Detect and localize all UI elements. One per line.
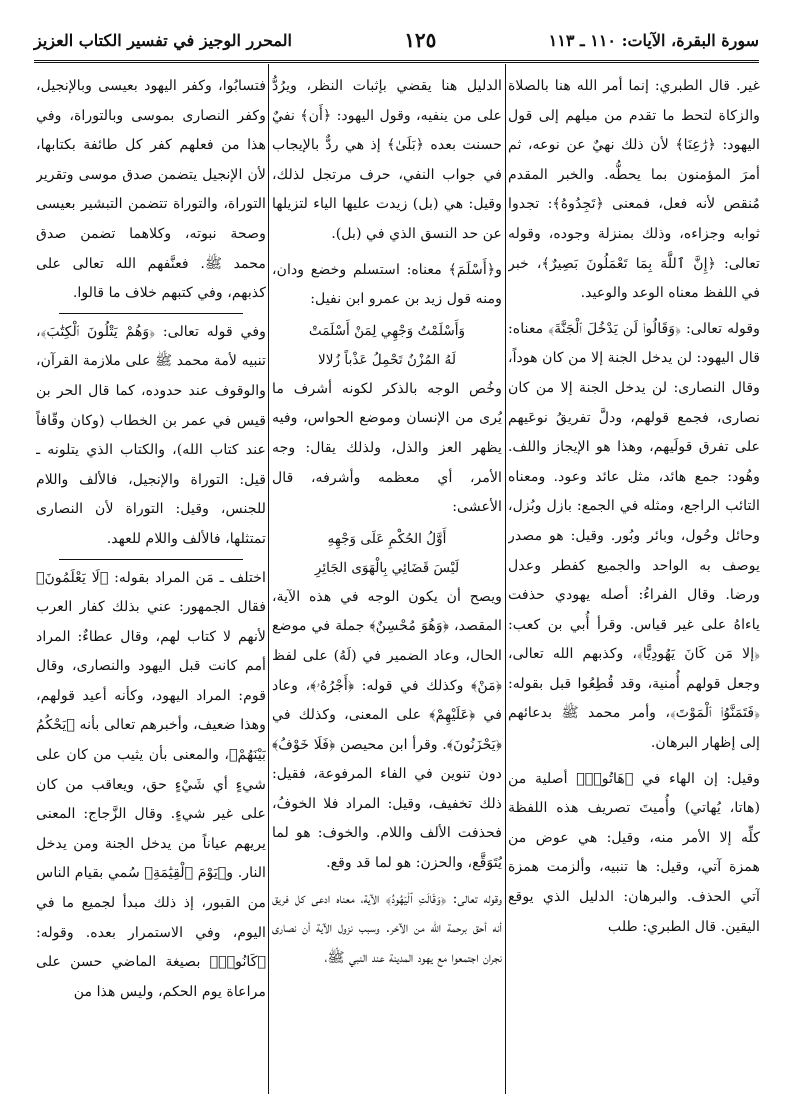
paragraph: وخُص الوجه بالذكر لكونه أشرف ما يُرى من الإنسان وموضع الحواس، وفيه يظهر العز والذل، ولذلك يقال: وجه الأمر، أي معظمه وأشرفه، قال الأعشى: — [272, 380, 502, 516]
header-rule — [34, 60, 759, 63]
paragraph: و﴿أَسْلَمَ﴾ معناه: استسلم وخضع ودان، ومنه قول زيد بن عمرو ابن نفيل: — [272, 261, 502, 308]
paragraph: فتسابُوا، وكفر اليهود بعيسى وبالإنجيل، وكفر النصارى بموسى وبالتوراة، وفي هذا من فعلهم كفر كل طائفة بكتابها، لأن الإنجيل يتضمن صدق موسى وتقرير التوراة، والتوراة تتضمن التبشير بعيسى وصحة نبوته، وكلاهما تضمن صدق محمد ﷺ. فعنَّفهم الله تعالى على كذبهم، وفي كتبهم خلاف ما قالوا. — [36, 78, 266, 302]
page-number: ١٢٥ — [404, 28, 437, 52]
surah-verses-label: سورة البقرة، الآيات: ١١٠ ـ ١١٣ — [548, 30, 759, 50]
paragraph: الدليل هنا يقضي بإثبات النظر، ويرُدُّ على من ينفيه، وقول اليهود: ﴿أَن﴾ نفيٌ حسنت بعده ﴿بَلَىٰ﴾ إذ هي ردٌّ بالإيجاب في جواب النفي، حرف مرتجل لذلك، وقيل: هي (بل) زيدت عليها الياء لتزيلها عن حد النسق الذي في (بل). — [272, 78, 502, 242]
paragraph: وقوله تعالى: ﴿وَقَالَتِ ٱلْيَهُودُ﴾ الآية، معناه ادعى كل فريق أنه أحق برحمة الله من الآخر. وسبب نزول الآية أن نصارى نجران اجتمعوا مع يهود المدينة عند النبي ﷺ، — [272, 890, 502, 966]
section-divider — [59, 559, 243, 560]
paragraph: وقوله تعالى: ﴿وَقَالُوا۟ لَن يَدْخُلَ ٱلْجَنَّةَ﴾ معناه: قال اليهود: لن يدخل الجنة إلا من كان هوداً، وقال النصارى: لن يدخل الجنة إلا من كان نصارى، فجمع قولهم، ودلَّ تفريقُ نوعَيهم على تفرق قولَيهم، وهذا هو الإيجاز واللف. وهُود: جمع هائد، مثل عائد وعود. ومعناه التائب الراجع، ومثله في الجمع: بازل وبُزل، وحائل وحُول، وبائر وبُور. وقيل: هو مصدر يوصف به الواحد والجميع كفطر وعدل ورضا. وقال الفراءُ: أصله يهودي حذفت ياءاهُ على غير قياس. وقرأ أُبي بن كعب: ﴿إلا مَن كَانَ يَهُودِيًّا﴾، وكذبهم الله تعالى، وجعل قولهم أُمنية، وقد قُطِعُوا قبل بقوله: ﴿فَتَمَنَّوُا۟ ٱلْمَوْتَ﴾، وأمر محمد ﷺ بدعائهم إلى إظهار البرهان. — [508, 320, 760, 752]
poem-verse: لَهُ المُزْنُ تَحْمِلُ عَذْباً زُلالا — [318, 351, 456, 368]
column-left — [36, 72, 266, 1082]
paragraph: غير. قال الطبري: إنما أمر الله هنا بالصلاة والزكاة لتحط ما تقدم من ميلهم إلى قول اليهود: ﴿رَٰعِنَا﴾ لأن ذلك نهيٌ عن نوعه، ثم أمرَ المؤمنون بما يحطُّه. والخبر المقدم مُنقص لأنه فعل، فمعنى ﴿تَجِدُوهُ﴾: تجدوا ثوابه وجزاءه، وذلك بمنزلة وجوده، وقوله تعالى: ﴿إِنَّ ٱللَّهَ بِمَا تَعْمَلُونَ بَصِيرٌ﴾، خبر في اللفظ معناه الوعد والوعيد. — [508, 78, 760, 302]
section-divider — [59, 313, 243, 314]
poem-verse: أَوَّلُ الحُكْمِ عَلَى وَجْهِهِ — [327, 530, 447, 547]
page-header — [34, 22, 759, 58]
column-middle — [272, 72, 502, 1082]
paragraph: اختلف ـ مَن المراد بقوله: ﴿لَا يَعْلَمُونَ﴾ فقال الجمهور: عني بذلك كفار العرب لأنهم لا كتاب لهم، وقال عطاءٌ: المراد أمم كانت قبل اليهود والنصارى، وقال قوم: المراد اليهود، وكأنه أعيد قولهم، وهذا ضعيف، وأخبرهم تعالى بأنه ﴿يَحْكُمُ بَيْنَهُمْ﴾، والمعنى بأن يثيب من كان على شيءٍ أي شَيْءٍ حق، ويعاقب من كان على غير شيءٍ. وقال الزَّجاج: المعنى يريهم عياناً من يدخل الجنة ومن يدخل النار. و﴿يَوْمَ ٱلْقِيَٰمَةِ﴾ سُمي بقيام الناس من القبور، إذ ذلك مبدأ لجميع ما في اليوم، وفي الاستمرار بعده. وقوله: ﴿كَانُوا۟﴾ بصيغة الماضي حسن على مراعاة يوم الحكم، وليس هذا من — [36, 569, 266, 1000]
book-title: المحرر الوجيز في تفسير الكتاب العزيز — [34, 30, 292, 50]
paragraph: وفي قوله تعالى: ﴿وَهُمْ يَتْلُونَ ٱلْكِتَٰبَ﴾، تنبيه لأمة محمد ﷺ على ملازمة القرآن، والوقوف عند حدوده، كما قال الحر بن قيس في عمر بن الخطاب (وكان وقّافاً عند كتاب الله)، والكتاب الذي يتلونه ـ قيل: التوراة والإنجيل، فالألف واللام للجنس، وقيل: التوراة لأن النصارى تمتثلها، فالألف واللام للعهد. — [36, 323, 266, 547]
paragraph: ويصح أن يكون الوجه في هذه الآية، المقصد، ﴿وَهُوَ مُحْسِنٌ﴾ جملة في موضع الحال، وعاد الضمير في (لَهُ) على لفظ ﴿مَنْ﴾ وكذلك في قوله: ﴿أَجْرُهُۥ﴾، وعاد في ﴿عَلَيْهِمْ﴾ على المعنى، وكذلك في ﴿يَحْزَنُونَ﴾. وقرأ ابن محيصن ﴿فَلَا خَوْفُ﴾ دون تنوين في الفاء المرفوعة، فقيل: ذلك تخفيف، وقيل: المراد فلا الخوفُ، فحذفت الألف واللام. والخوف: هو لما يُتَوَقَّع، والحزن: هو لما قد وقع. — [272, 588, 502, 872]
column-divider — [268, 64, 269, 1094]
column-divider — [505, 64, 506, 1094]
poem-verse: وَأَسْلَمْتُ وَجْهِي لِمَنْ أَسْلَمَتْ — [308, 322, 466, 339]
poem-verse: لَيْسَ قَضَائِي بِالْهَوَى الجَائِرِ — [314, 559, 460, 576]
column-right — [508, 72, 760, 1082]
paragraph: وقيل: إن الهاء في ﴿هَاتُوا۟﴾ أصلية من (هاتا، يُهاتي) وأُميتَ تصريف هذه اللفظة كلِّه إلا الأمر منه، وقيل: هي عوض من همزة آتي، وقيل: ها تنبيه، وألزمت همزة آتي الحذف. والبرهان: الدليل الذي يوقع اليقين. قال الطبري: طلب — [508, 770, 760, 935]
